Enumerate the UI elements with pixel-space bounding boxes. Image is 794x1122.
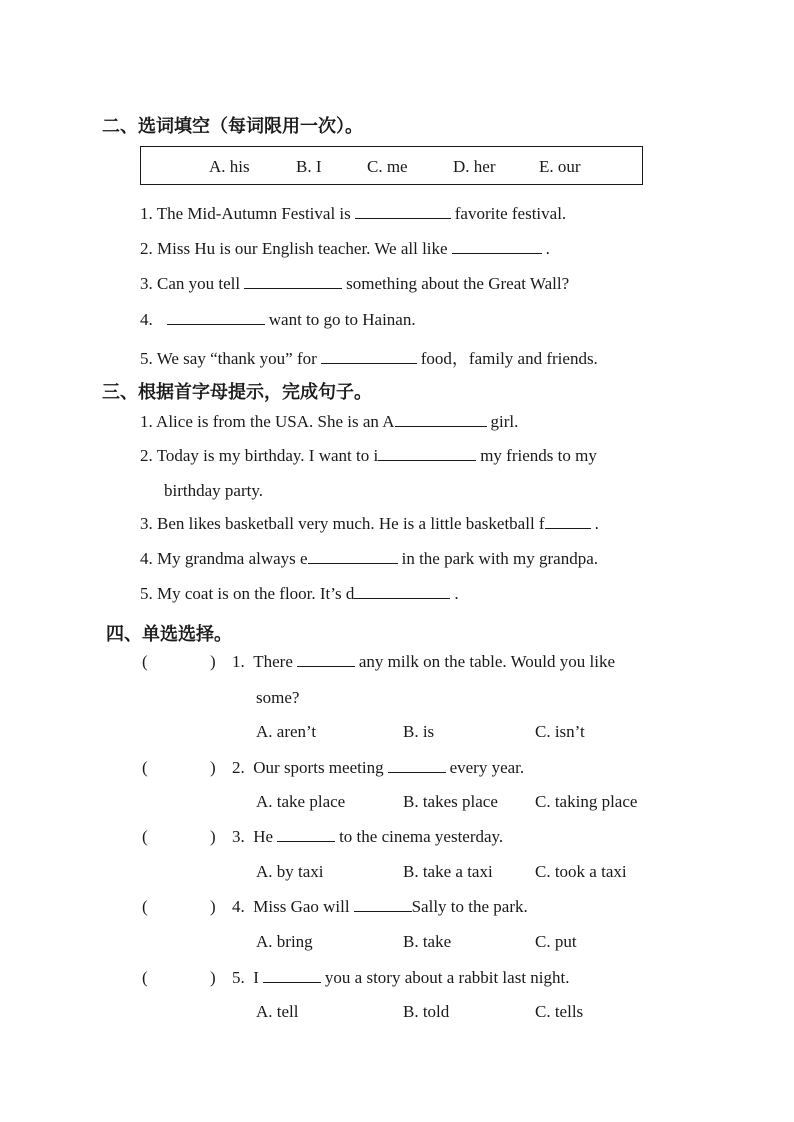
s2-item-2: 2. Miss Hu is our English teacher. We all like . bbox=[140, 239, 550, 258]
s3-item-5: 5. My coat is on the floor. It’s d . bbox=[140, 584, 459, 603]
s4-question-1: 1. There any milk on the table. Would you like bbox=[232, 652, 616, 671]
s4-q5-option-b[interactable]: B. told bbox=[403, 1002, 450, 1021]
answer-paren-close: ) bbox=[210, 652, 216, 671]
s4-question-5: 5. I you a story about a rabbit last night. bbox=[232, 968, 570, 987]
s4-q4-option-a[interactable]: A. bring bbox=[256, 932, 313, 951]
answer-blank[interactable] bbox=[545, 514, 591, 529]
s3-item-3: 3. Ben likes basketball very much. He is a little basketball f . bbox=[140, 514, 599, 533]
answer-blank[interactable] bbox=[277, 827, 335, 842]
answer-blank[interactable] bbox=[354, 584, 450, 599]
answer-blank[interactable] bbox=[378, 446, 476, 461]
s4-q3-option-c[interactable]: C. took a taxi bbox=[535, 862, 627, 881]
s4-q3-option-b[interactable]: B. take a taxi bbox=[403, 862, 493, 881]
s4-q1-option-c[interactable]: C. isn’t bbox=[535, 722, 585, 741]
answer-paren-close: ) bbox=[210, 968, 216, 987]
s4-q1-option-a[interactable]: A. aren’t bbox=[256, 722, 317, 741]
answer-blank[interactable] bbox=[167, 310, 265, 325]
s4-q5-option-c[interactable]: C. tells bbox=[535, 1002, 584, 1021]
s4-q2-option-c[interactable]: C. taking place bbox=[535, 792, 638, 811]
word-bank-option: E. our bbox=[539, 157, 581, 176]
word-bank-option: C. me bbox=[367, 157, 408, 176]
section-3-heading: 三、根据首字母提示，完成句子。 bbox=[102, 382, 372, 403]
answer-blank[interactable] bbox=[354, 897, 412, 912]
answer-paren-open: ( bbox=[142, 897, 148, 916]
answer-paren-open: ( bbox=[142, 968, 148, 987]
s2-item-4: 4. want to go to Hainan. bbox=[140, 310, 416, 329]
s3-item-1: 1. Alice is from the USA. She is an A girl. bbox=[140, 412, 519, 431]
s2-item-5: 5. We say “thank you” for food，family and friends. bbox=[140, 349, 598, 368]
s4-q5-option-a[interactable]: A. tell bbox=[256, 1002, 299, 1021]
s3-item-2-continued: birthday party. bbox=[164, 481, 263, 500]
s3-item-2: 2. Today is my birthday. I want to i my friends to my bbox=[140, 446, 597, 465]
answer-blank[interactable] bbox=[244, 274, 342, 289]
s4-question-4: 4. Miss Gao will Sally to the park. bbox=[232, 897, 528, 916]
word-bank-box bbox=[140, 146, 643, 185]
answer-paren-close: ) bbox=[210, 758, 216, 777]
answer-paren-close: ) bbox=[210, 897, 216, 916]
answer-blank[interactable] bbox=[395, 412, 487, 427]
s4-question-2: 2. Our sports meeting every year. bbox=[232, 758, 525, 777]
s4-question-3: 3. He to the cinema yesterday. bbox=[232, 827, 504, 846]
s4-q3-option-a[interactable]: A. by taxi bbox=[256, 862, 324, 881]
answer-paren-close: ) bbox=[210, 827, 216, 846]
answer-blank[interactable] bbox=[388, 758, 446, 773]
answer-paren-open: ( bbox=[142, 652, 148, 671]
word-bank-option: B. I bbox=[296, 157, 322, 176]
answer-paren-open: ( bbox=[142, 827, 148, 846]
answer-blank[interactable] bbox=[452, 239, 542, 254]
answer-blank[interactable] bbox=[355, 204, 451, 219]
s4-q1-option-b[interactable]: B. is bbox=[403, 722, 435, 741]
s4-q4-option-b[interactable]: B. take bbox=[403, 932, 452, 951]
s4-q4-option-c[interactable]: C. put bbox=[535, 932, 577, 951]
section-2-heading: 二、选词填空（每词限用一次）。 bbox=[102, 116, 363, 137]
section-4-heading: 四、单选选择。 bbox=[106, 624, 232, 645]
answer-paren-open: ( bbox=[142, 758, 148, 777]
s2-item-1: 1. The Mid-Autumn Festival is favorite festival. bbox=[140, 204, 567, 223]
s3-item-4: 4. My grandma always e in the park with my grandpa. bbox=[140, 549, 598, 568]
s4-q2-option-b[interactable]: B. takes place bbox=[403, 792, 498, 811]
s4-q2-option-a[interactable]: A. take place bbox=[256, 792, 346, 811]
s4-question-1-continued: some? bbox=[256, 688, 300, 707]
answer-blank[interactable] bbox=[297, 652, 355, 667]
s2-item-3: 3. Can you tell something about the Great Wall? bbox=[140, 274, 570, 293]
answer-blank[interactable] bbox=[263, 968, 321, 983]
answer-blank[interactable] bbox=[308, 549, 398, 564]
word-bank-option: D. her bbox=[453, 157, 496, 176]
answer-blank[interactable] bbox=[321, 349, 417, 364]
word-bank-option: A. his bbox=[209, 157, 250, 176]
